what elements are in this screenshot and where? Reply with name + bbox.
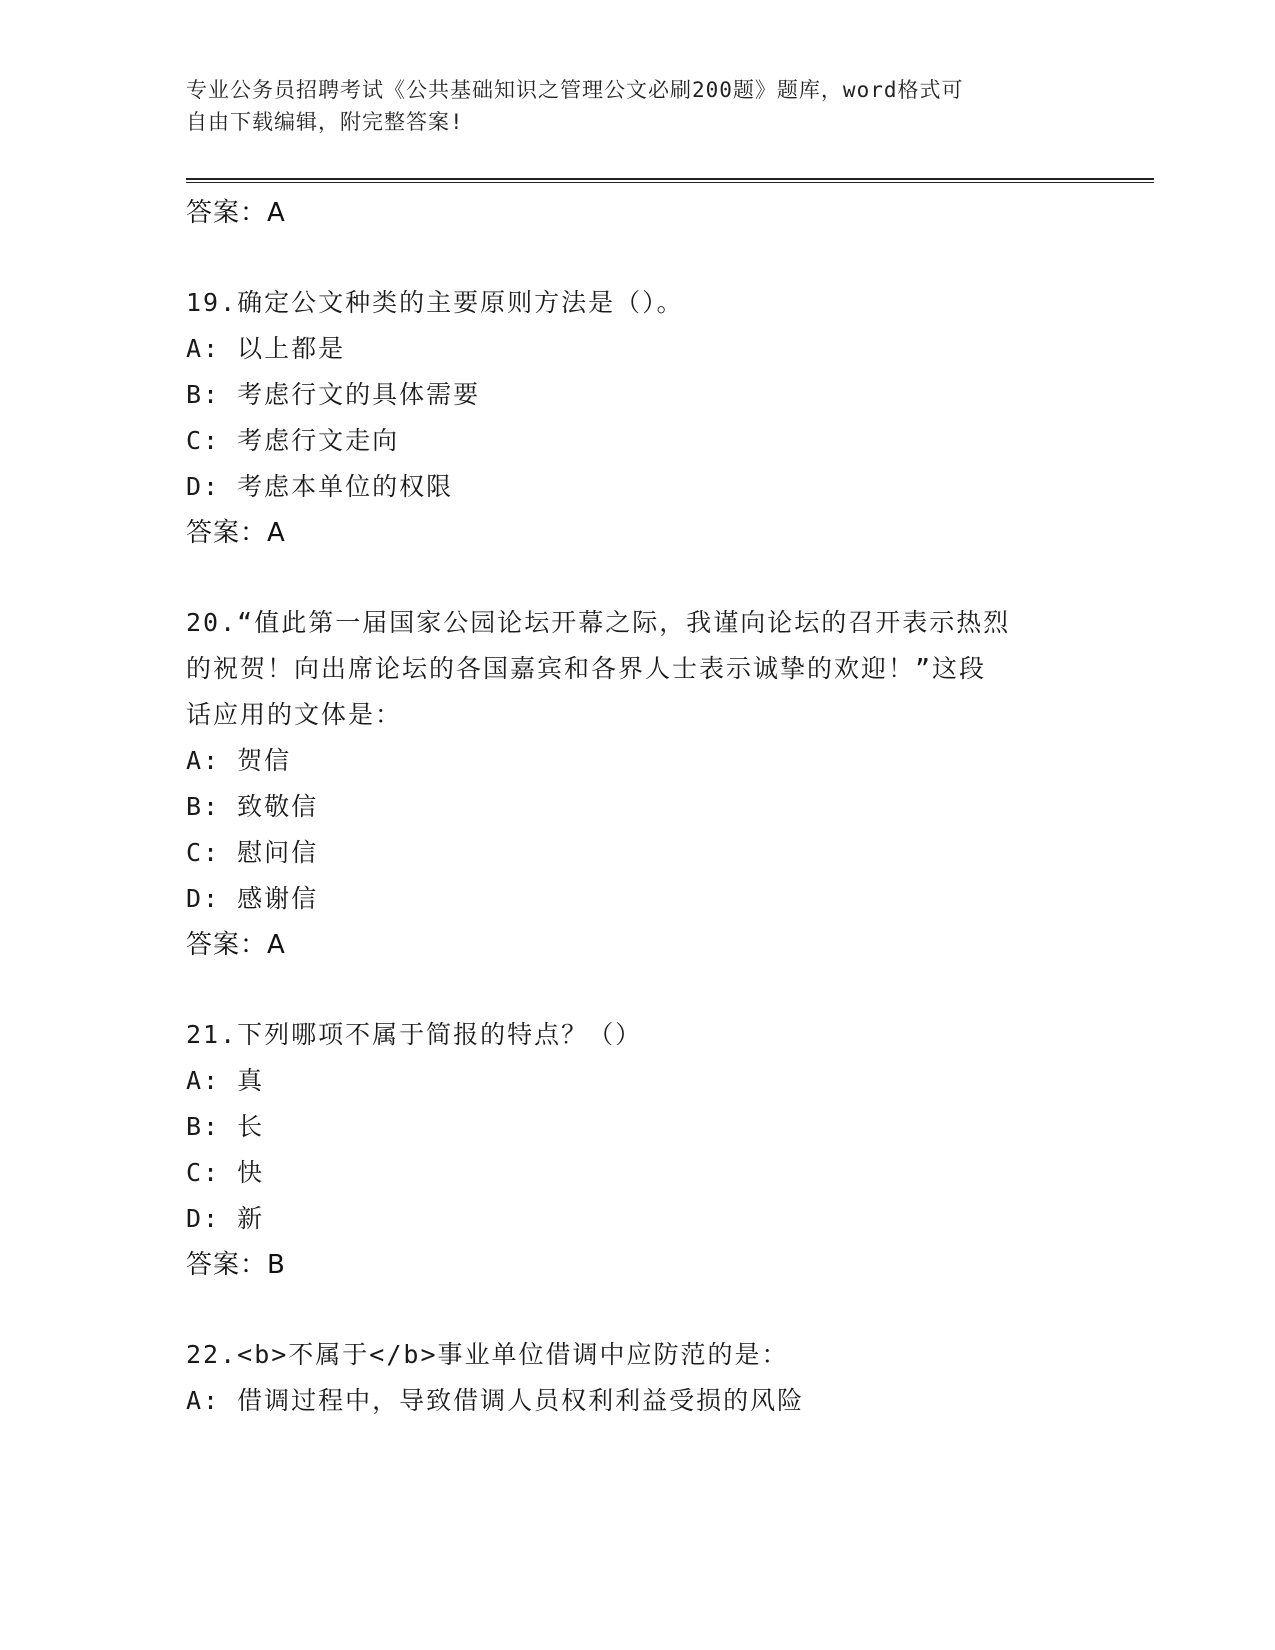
option-c: C: 慰问信 xyxy=(186,838,319,867)
answer-line: 答案：A xyxy=(186,930,286,960)
option-a: A: 以上都是 xyxy=(186,334,346,363)
answer-line: 答案：B xyxy=(186,1250,286,1280)
question-stem: 21.下列哪项不属于简报的特点？（） xyxy=(186,1020,643,1049)
question-stem: 的祝贺！向出席论坛的各国嘉宾和各界人士表示诚挚的欢迎！”这段 xyxy=(186,654,987,683)
question-stem: 19.确定公文种类的主要原则方法是（）。 xyxy=(186,288,684,317)
question-block xyxy=(186,1332,1106,1424)
question-block xyxy=(186,600,1106,968)
option-d: D: 新 xyxy=(186,1204,265,1233)
question-block xyxy=(186,1012,1106,1288)
option-b: B: 考虑行文的具体需要 xyxy=(186,380,481,409)
option-c: C: 快 xyxy=(186,1158,265,1187)
answer-line: 答案：A xyxy=(186,198,286,228)
option-a: A: 真 xyxy=(186,1066,265,1095)
option-d: D: 考虑本单位的权限 xyxy=(186,472,454,501)
header-line-1: 专业公务员招聘考试《公共基础知识之管理公文必刷200题》题库，word格式可 xyxy=(186,78,964,102)
question-stem: 话应用的文体是： xyxy=(186,700,403,729)
document-header xyxy=(186,74,1086,138)
header-divider-thick xyxy=(186,178,1154,180)
option-a: A: 借调过程中，导致借调人员权利利益受损的风险 xyxy=(186,1386,805,1415)
question-block xyxy=(186,280,1106,556)
option-a: A: 贺信 xyxy=(186,746,292,775)
option-d: D: 感谢信 xyxy=(186,884,319,913)
answer-line: 答案：A xyxy=(186,518,286,548)
option-c: C: 考虑行文走向 xyxy=(186,426,400,455)
option-b: B: 长 xyxy=(186,1112,265,1141)
option-b: B: 致敬信 xyxy=(186,792,319,821)
header-line-2: 自由下载编辑，附完整答案! xyxy=(186,110,464,134)
question-stem: 22.<b>不属于</b>事业单位借调中应防范的是： xyxy=(186,1340,789,1369)
header-divider-thin xyxy=(186,182,1154,183)
question-stem: 20.“值此第一届国家公园论坛开幕之际，我谨向论坛的召开表示热烈 xyxy=(186,608,1011,637)
question-list xyxy=(186,190,1106,1424)
